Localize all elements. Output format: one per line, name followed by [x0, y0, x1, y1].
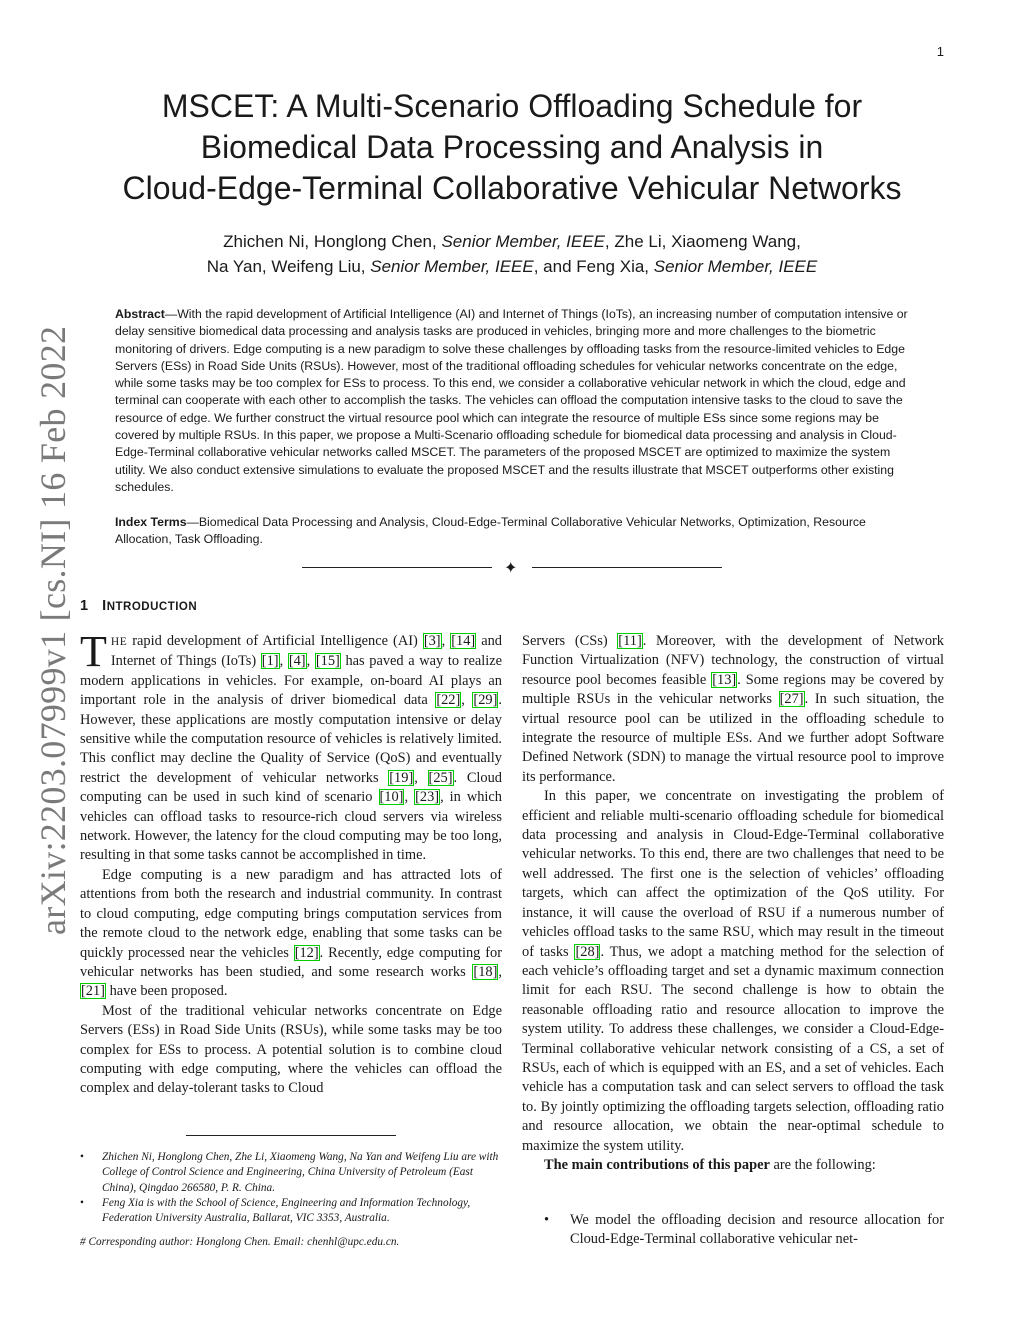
- author-line-1: [120, 229, 904, 254]
- body-text: Edge computing is a new paradigm and has attracted lots of attentions from both the research and industrial community. In contrast to cloud computing, edge computing brings computation services from the remote cloud to the network edge, enabling that some tasks can be quickly processed near the vehicles: [80, 866, 502, 961]
- citation-link[interactable]: [14]: [451, 633, 476, 649]
- right-column: [522, 632, 944, 1175]
- author-text: , Zhe Li, Xiaomeng Wang,: [604, 232, 801, 251]
- separator-line-left: [302, 567, 492, 568]
- left-column: [80, 627, 503, 1099]
- title-line-3: Cloud-Edge-Terminal Collaborative Vehicular Networks: [122, 170, 902, 206]
- abstract-text: —With the rapid development of Artificial Intelligence (AI) and Internet of Things (IoTs), an increasing number of computation intensive or delay sensitive biomedical data processing and analysis tasks are produced in vehicles, bringing more and more challenges to the biometric monitoring of drivers. Edge computing is a new paradigm to solve these challenges by offloading tasks from the resource-limited vehicles to Edge Servers (ESs) in Road Side Units (RSUs). However, most of the traditional offloading schedules for vehicular networks concentrate on the edge, while some tasks may be too complex for ESs to process. To this end, we consider a collaborative vehicular network in which the cloud, edge and terminal can cooperate with each other to accomplish the tasks. The vehicles can offload the computation intensive tasks to the cloud to save the resource of edge. We further construct the virtual resource pool which can integrate the resource of multiple ESs since some regions may be covered by multiple RSUs. In this paper, we propose a Multi-Scenario offloading schedule for biomedical data processing and analysis in Cloud-Edge-Terminal collaborative vehicular networks called MSCET. The parameters of the proposed MSCET are optimized to maximize the system utility. We also conduct extensive simulations to evaluate the proposed MSCET and the results illustrate that MSCET outperforms other existing schedules.: [115, 307, 908, 494]
- body-text: . Recently, edge computing for vehicular networks has been studied, and some research works: [80, 944, 503, 980]
- title-line-2: Biomedical Data Processing and Analysis in: [200, 129, 824, 165]
- smallcaps-text: HE: [110, 636, 128, 648]
- abstract: [115, 306, 909, 496]
- body-text: rapid development of Artificial Intelligence (AI): [127, 633, 423, 649]
- index-terms-label: Index Terms: [115, 515, 187, 529]
- body-text: and Internet of Things (IoTs): [110, 633, 502, 670]
- citation-link[interactable]: [22]: [436, 692, 461, 709]
- author-membership: Senior Member, IEEE: [441, 232, 605, 251]
- body-text: . In such situation, the virtual resource pool can be utilized in the offloading schedule to integrate the resource of multiple ESs. And we further adopt Software Defined Network (SDN) to manage the virtual resource pool to improve its performance.: [522, 691, 944, 785]
- footnote: [80, 1150, 502, 1196]
- citation-link[interactable]: [21]: [81, 983, 105, 1000]
- section-name-initial: I: [102, 598, 107, 614]
- body-text: Servers (CSs): [522, 633, 618, 649]
- citation-link[interactable]: [11]: [618, 633, 642, 649]
- section-heading: [80, 598, 197, 614]
- list-item: We model the offloading decision and resource allocation for Cloud-Edge-Terminal collaborative vehicular net-: [570, 1212, 944, 1248]
- body-text: . Cloud computing can be used in such kind of scenario: [80, 769, 502, 806]
- citation-link[interactable]: [29]: [473, 692, 498, 709]
- citation-link[interactable]: [10]: [379, 789, 404, 806]
- body-text: have been proposed.: [105, 983, 228, 1000]
- citation-link[interactable]: [4]: [288, 653, 306, 670]
- footnote-rule: [186, 1135, 396, 1136]
- body-text: . Thus, we adopt a matching method for the selection of each vehicle’s offloading target and set a dynamic maximum connection limit for each RSU. The second challenge is how to obtain the reasonable offloading ratio and resource allocation to improve the system utility. To address these challenges, we consider a Cloud-Edge-Terminal collaborative vehicular network consisting of a CS, a set of RSUs, each of which is equipped with an ES, and a set of vehicles. Each vehicle has a computation task and can select servers to offload the task to. By jointly optimizing the offloading targets selection, offloading ratio and resource allocation, we obtain the near-optimal schedule to maximize the system utility.: [522, 943, 944, 1154]
- arxiv-stamp: arXiv:2203.07999v1 [cs.NI] 16 Feb 2022: [33, 325, 73, 935]
- footnote-text: Feng Xia is with the School of Science, Engineering and Information Technology, Federation University Australia, Ballarat, VIC 3353, Australia.: [102, 1197, 471, 1225]
- section-name-rest: NTRODUCTION: [106, 601, 198, 613]
- citation-link[interactable]: [23]: [415, 789, 440, 806]
- author-line-2: [120, 254, 904, 279]
- bullet-icon: •: [80, 1151, 84, 1163]
- title-line-1: MSCET: A Multi-Scenario Offloading Schedule for: [161, 88, 863, 124]
- citation-link[interactable]: [19]: [389, 769, 414, 786]
- author-text: Na Yan, Weifeng Liu,: [206, 257, 371, 276]
- bullet-icon: •: [544, 1212, 550, 1228]
- citation-link[interactable]: [13]: [712, 671, 737, 688]
- body-text: , in which vehicles can offload tasks to resource-rich cloud servers via wireless network. However, the latency for the cloud computing may be too long, resulting in that some tasks cannot be accomplished in time.: [80, 789, 503, 864]
- author-membership: Senior Member, IEEE: [370, 257, 534, 276]
- page-number: 1: [936, 44, 944, 59]
- author-list: [120, 229, 904, 279]
- footnote-text: Zhichen Ni, Honglong Chen, Zhe Li, Xiaomeng Wang, Na Yan and Weifeng Liu are with College of Control Science and Engineering, China University of Petroleum (East China), Qingdao 266580, P. R. China.: [102, 1151, 499, 1194]
- contribution-list: [522, 1211, 944, 1250]
- body-text: are the following:: [769, 1156, 876, 1173]
- paragraph: [522, 787, 944, 1156]
- paragraph: Most of the traditional vehicular networks concentrate on Edge Servers (ESs) in Road Side Units (RSUs), while some tasks may be too complex for ESs to process. A potential solution is to combine cloud computing with edge computing, where the vehicles can offload the complex and delay-tolerant tasks to Cloud: [80, 1002, 502, 1097]
- section-separator: [302, 558, 722, 578]
- paragraph: [522, 632, 944, 787]
- bullet-icon: •: [80, 1197, 84, 1209]
- footnote: [80, 1196, 502, 1227]
- abstract-label: Abstract: [115, 307, 165, 321]
- author-text: , and Feng Xia,: [533, 257, 654, 276]
- body-text: . Moreover, with the development of Network Function Virtualization (NFV) technology, the construction of virtual resource pool becomes feasible: [522, 633, 944, 688]
- citation-link[interactable]: [3]: [423, 633, 441, 649]
- citation-link[interactable]: [25]: [428, 769, 453, 786]
- author-membership: Senior Member, IEEE: [653, 257, 818, 276]
- citation-link[interactable]: [28]: [575, 943, 600, 960]
- index-terms: [115, 514, 909, 549]
- paragraph: [522, 1156, 944, 1175]
- separator-line-right: [532, 567, 722, 568]
- body-text: . However, these applications are mostly computation intensive or delay sensitive while the computation resource of vehicles is relatively limited. This conflict may decline the Quality of Service (QoS) and eventually restrict the development of vehicular networks: [80, 692, 502, 786]
- drop-cap: T: [80, 627, 107, 676]
- author-text: Zhichen Ni, Honglong Chen,: [223, 232, 442, 251]
- body-text: has paved a way to realize modern applications in vehicles. For example, on-board AI plays an important role in the analysis of driver biomedical data: [80, 653, 502, 709]
- index-terms-text: —Biomedical Data Processing and Analysis, Cloud-Edge-Terminal Collaborative Vehicular Networks, Optimization, Resource Allocation, Task Offloading.: [115, 515, 866, 547]
- corresponding-author-note: # Corresponding author: Honglong Chen. Email: chenhl@upc.edu.cn.: [80, 1236, 400, 1248]
- citation-link[interactable]: [12]: [294, 944, 319, 961]
- separator-diamond-icon: ✦: [504, 560, 518, 577]
- body-text: In this paper, we concentrate on investigating the problem of efficient and reliable multi-scenario offloading schedule for biomedical data processing and analysis in Cloud-Edge-Terminal collaborative vehicular networks. To this end, there are two challenges that need to be well addressed. The first one is the selection of vehicles’ offloading targets, which can affect the optimization of the QoS utility. For instance, it will cause the overload of RSU if a numerous number of vehicles offload tasks to the same RSU, which may result in the timeout of tasks: [522, 788, 944, 960]
- citation-link[interactable]: [1]: [261, 653, 279, 670]
- section-number: 1: [80, 598, 89, 614]
- citation-link[interactable]: [15]: [315, 653, 340, 670]
- bold-lead-in: The main contributions of this paper: [544, 1156, 770, 1173]
- citation-link[interactable]: [27]: [779, 691, 804, 708]
- paragraph: Edge computing is a new paradigm and has attracted lots of attentions from both the research and industrial community. In contrast to cloud computing, edge computing brings computation services from the remote cloud to the network edge, enabling that some tasks can be quickly processed near the vehicles [12]. Recently, edge computing for vehicular networks has been studied, and some research works [18], [21] have been proposed.: [80, 866, 503, 1000]
- paper-title: [100, 86, 924, 209]
- paragraph: THE rapid development of Artificial Intelligence (AI) [3], [14] and Internet of Things (IoTs) [1], [4], [15] has paved a way to realize modern applications in vehicles. For example, on-board AI plays an important role in the analysis of driver biomedical data [22], [29]. However, these applications are mostly computation intensive or delay sensitive while the computation resource of vehicles is relatively limited. This conflict may decline the Quality of Service (QoS) and eventually restrict the development of vehicular networks [19], [25]. Cloud computing can be used in such kind of scenario [10], [23], in which vehicles can offload tasks to resource-rich cloud servers via wireless network. However, the latency for the cloud computing may be too long, resulting in that some tasks cannot be accomplished in time.: [80, 627, 503, 864]
- body-text: . Some regions may be covered by multiple RSUs in the vehicular networks: [522, 671, 944, 708]
- citation-link[interactable]: [18]: [473, 963, 498, 980]
